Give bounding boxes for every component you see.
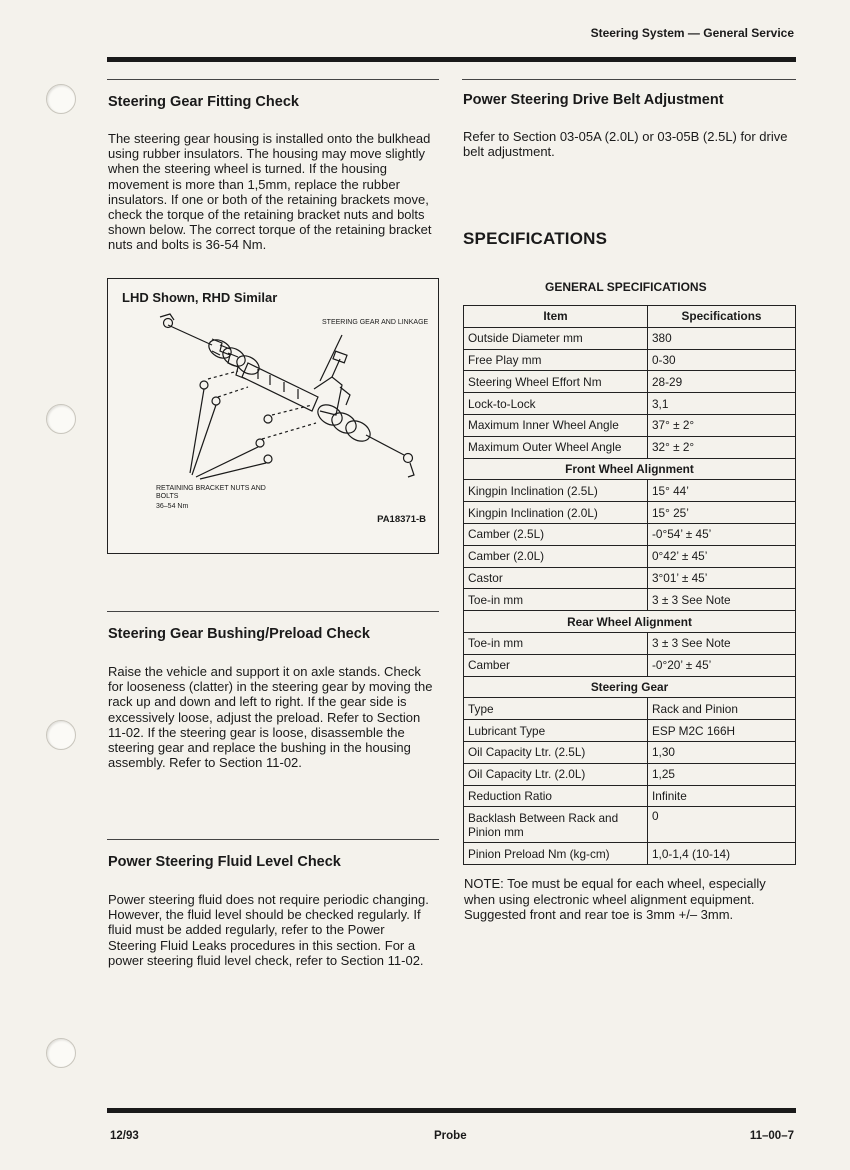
figure-code: PA18371-B <box>377 514 426 525</box>
table-row <box>464 741 796 763</box>
spec-value: Infinite <box>648 785 796 807</box>
table-row <box>464 720 796 742</box>
footer-date: 12/93 <box>110 1130 139 1142</box>
spec-item: Maximum Outer Wheel Angle <box>464 436 648 458</box>
spec-item: Camber <box>464 654 648 676</box>
table-row <box>464 414 796 436</box>
table-row <box>464 502 796 524</box>
specifications-heading: SPECIFICATIONS <box>463 229 608 248</box>
spec-value: 3,1 <box>648 393 796 415</box>
fitting-check-title: Steering Gear Fitting Check <box>108 94 299 110</box>
footer-rule <box>107 1108 796 1113</box>
binder-hole <box>46 84 76 114</box>
spec-item: Maximum Inner Wheel Angle <box>464 414 648 436</box>
table-group-row <box>464 676 796 698</box>
spec-item: Toe-in mm <box>464 632 648 654</box>
spec-item: Reduction Ratio <box>464 785 648 807</box>
spec-item: Camber (2.0L) <box>464 545 648 567</box>
general-specs-heading: GENERAL SPECIFICATIONS <box>545 280 707 294</box>
group-heading: Steering Gear <box>464 676 796 698</box>
label-steering-gear: STEERING GEAR AND LINKAGE <box>322 319 429 326</box>
spec-value: 1,0-1,4 (10-14) <box>648 843 796 865</box>
spec-value: 0°42’ ± 45’ <box>648 545 796 567</box>
spec-item: Lock-to-Lock <box>464 393 648 415</box>
table-row <box>464 349 796 371</box>
spec-value: 37° ± 2° <box>648 414 796 436</box>
steering-gear-figure <box>107 278 439 554</box>
spec-value: 380 <box>648 327 796 349</box>
spec-item: Oil Capacity Ltr. (2.5L) <box>464 741 648 763</box>
fluid-check-body: Power steering fluid does not require periodic changing. However, the fluid level should be checked regularly. If fluid must be added regularly, refer to the Power Steering Fluid Leaks procedures in this section. For a power steering fluid level check, refer to Section 11-02. <box>108 892 429 968</box>
spec-item: Steering Wheel Effort Nm <box>464 371 648 393</box>
spec-item: Toe-in mm <box>464 589 648 611</box>
section-rule <box>107 839 439 840</box>
table-row <box>464 632 796 654</box>
spec-item: Oil Capacity Ltr. (2.0L) <box>464 763 648 785</box>
spec-value: 15° 25’ <box>648 502 796 524</box>
table-row <box>464 763 796 785</box>
fluid-check-title: Power Steering Fluid Level Check <box>108 854 341 870</box>
table-row <box>464 589 796 611</box>
section-rule <box>107 611 439 612</box>
table-row <box>464 436 796 458</box>
table-row <box>464 654 796 676</box>
spec-item: Pinion Preload Nm (kg-cm) <box>464 843 648 865</box>
spec-item: Kingpin Inclination (2.5L) <box>464 480 648 502</box>
spec-item: Free Play mm <box>464 349 648 371</box>
binder-hole <box>46 720 76 750</box>
table-row <box>464 393 796 415</box>
spec-value: 1,30 <box>648 741 796 763</box>
footer-page-number: 11–00–7 <box>749 1130 794 1142</box>
col-spec-header: Specifications <box>648 306 796 328</box>
spec-value: Rack and Pinion <box>648 698 796 720</box>
drive-belt-title: Power Steering Drive Belt Adjustment <box>463 92 724 108</box>
spec-value: 3 ± 3 See Note <box>648 589 796 611</box>
table-row <box>464 807 796 843</box>
spec-value: 3°01’ ± 45’ <box>648 567 796 589</box>
group-heading: Front Wheel Alignment <box>464 458 796 480</box>
specifications-body <box>464 327 796 864</box>
table-row <box>464 545 796 567</box>
spec-item: Kingpin Inclination (2.0L) <box>464 502 648 524</box>
spec-value: 32° ± 2° <box>648 436 796 458</box>
group-heading: Rear Wheel Alignment <box>464 611 796 633</box>
spec-item: Lubricant Type <box>464 720 648 742</box>
spec-item: Outside Diameter mm <box>464 327 648 349</box>
spec-value: 1,25 <box>648 763 796 785</box>
spec-value: -0°20’ ± 45’ <box>648 654 796 676</box>
table-row <box>464 523 796 545</box>
spec-value: 3 ± 3 See Note <box>648 632 796 654</box>
table-row <box>464 843 796 865</box>
table-header-row <box>464 306 796 328</box>
footer-model: Probe <box>434 1130 467 1142</box>
spec-item: Backlash Between Rack and Pinion mm <box>464 807 648 843</box>
table-row <box>464 480 796 502</box>
fitting-check-body: The steering gear housing is installed onto the bulkhead using rubber insulators. The housing may move slightly when the steering wheel is turned. If the housing movement is more than 1,5mm, replace the rubber insulators. If one or both of the retaining brackets move, check the torque of the retaining bracket nuts and bolts shown below. The correct torque of the retaining bracket nuts and bolts is 36-54 Nm. <box>108 131 432 253</box>
section-rule <box>107 79 439 80</box>
spec-item: Camber (2.5L) <box>464 523 648 545</box>
toe-note: NOTE: Toe must be equal for each wheel, especially when using electronic wheel alignment equipment. Suggested front and rear toe is 3mm +/– 3mm. <box>464 876 766 922</box>
bushing-check-title: Steering Gear Bushing/Preload Check <box>108 626 370 642</box>
spec-value: 0 <box>648 807 796 843</box>
table-group-row <box>464 611 796 633</box>
figure-title: LHD Shown, RHD Similar <box>122 290 278 305</box>
bushing-check-body: Raise the vehicle and support it on axle stands. Check for looseness (clatter) in the steering gear by moving the rack up and down and left to right. If the gear side is excessively loose, adjust the preload. Refer to Section 11-02. If the steering gear is loose, disassemble the steering gear and replace the bushing in the housing assembly. Refer to Section 11-02. <box>108 664 433 771</box>
table-row <box>464 785 796 807</box>
binder-hole <box>46 404 76 434</box>
table-group-row <box>464 458 796 480</box>
section-rule <box>462 79 796 80</box>
spec-value: ESP M2C 166H <box>648 720 796 742</box>
table-row <box>464 371 796 393</box>
binder-hole <box>46 1038 76 1068</box>
drive-belt-body: Refer to Section 03-05A (2.0L) or 03-05B (2.5L) for drive belt adjustment. <box>463 129 788 160</box>
table-row <box>464 327 796 349</box>
spec-item: Castor <box>464 567 648 589</box>
specifications-table <box>463 305 796 865</box>
header-rule <box>107 57 796 62</box>
spec-item: Type <box>464 698 648 720</box>
spec-value: -0°54’ ± 45’ <box>648 523 796 545</box>
spec-value: 28-29 <box>648 371 796 393</box>
running-head: Steering System — General Service <box>590 26 794 40</box>
label-torque: 36–54 Nm <box>156 503 189 510</box>
spec-value: 0-30 <box>648 349 796 371</box>
label-retaining-bracket: RETAINING BRACKET NUTS AND BOLTS <box>156 485 266 500</box>
table-row <box>464 698 796 720</box>
table-row <box>464 567 796 589</box>
col-item-header: Item <box>464 306 648 328</box>
spec-value: 15° 44’ <box>648 480 796 502</box>
